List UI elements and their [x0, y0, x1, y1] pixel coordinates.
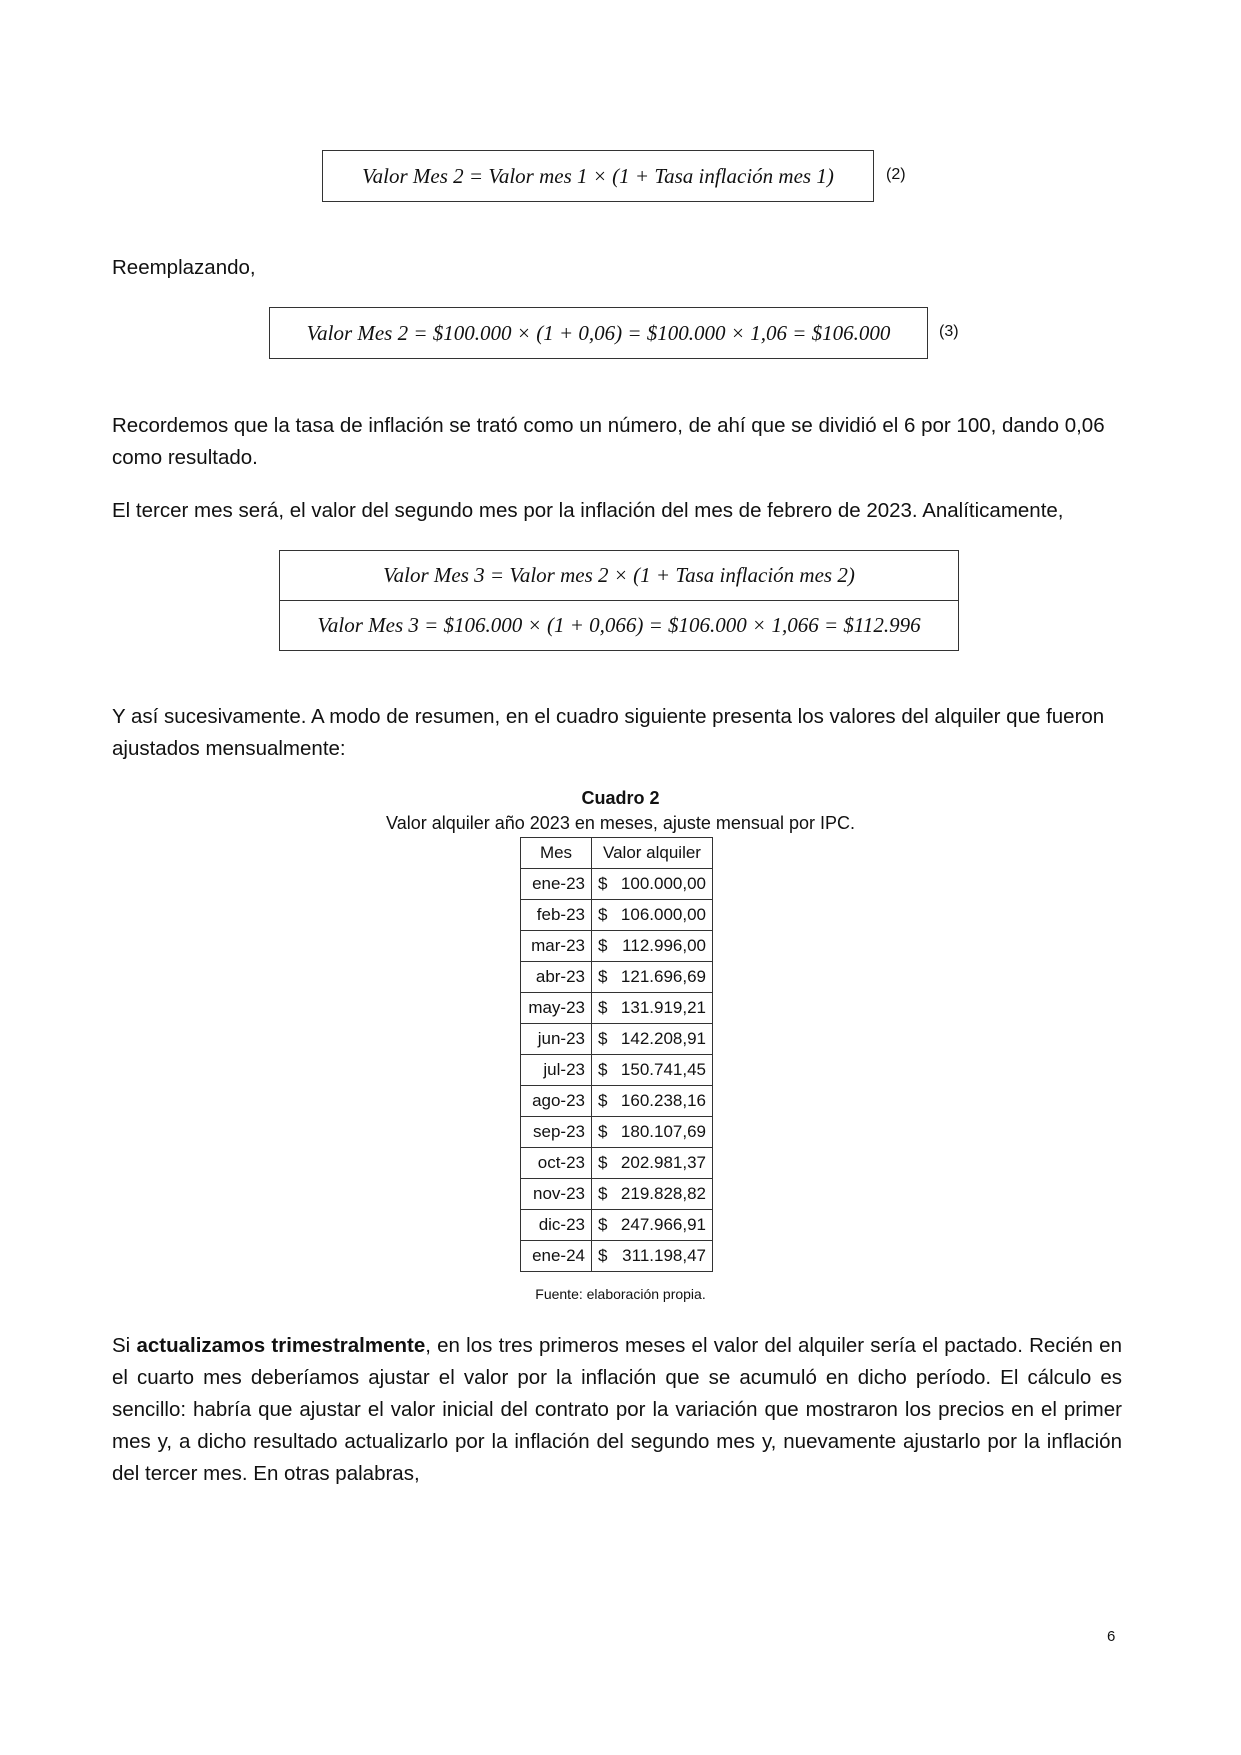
table-row: [521, 1210, 713, 1241]
table-row: [521, 1148, 713, 1179]
header-mes: Mes: [521, 838, 592, 869]
table-row: [521, 1241, 713, 1272]
currency-symbol: $: [598, 998, 608, 1017]
page-number: 6: [1107, 1628, 1116, 1645]
table-title: Cuadro 2: [581, 788, 660, 808]
cell-valor: [592, 1210, 713, 1241]
currency-symbol: $: [598, 1184, 608, 1203]
cell-valor: [592, 1179, 713, 1210]
cell-mes: jul-23: [521, 1055, 592, 1086]
header-valor: Valor alquiler: [592, 838, 713, 869]
formula-2-box: [322, 150, 874, 202]
cell-valor: [592, 1024, 713, 1055]
table-row: [521, 1117, 713, 1148]
cell-valor: [592, 1148, 713, 1179]
valor-amount: 131.919,21: [620, 998, 706, 1017]
formula-2-number: (2): [886, 166, 906, 183]
cell-valor: [592, 993, 713, 1024]
cell-mes: oct-23: [521, 1148, 592, 1179]
table-row: [521, 1024, 713, 1055]
cell-mes: may-23: [521, 993, 592, 1024]
formula-mes-3-line1: [280, 551, 958, 600]
cell-mes: feb-23: [521, 900, 592, 931]
valor-amount: 180.107,69: [620, 1122, 706, 1141]
cell-mes: dic-23: [521, 1210, 592, 1241]
table-source: Fuente: elaboración propia.: [535, 1286, 706, 1302]
currency-symbol: $: [598, 1029, 608, 1048]
table-row: [521, 900, 713, 931]
cell-mes: nov-23: [521, 1179, 592, 1210]
paragraph-tercer-mes: El tercer mes será, el valor del segundo mes por la inflación del mes de febrero de 2023. Analíticamente,: [112, 499, 1064, 522]
table-row: [521, 993, 713, 1024]
valor-amount: 106.000,00: [620, 905, 706, 924]
formula-mes-3-box: [279, 550, 959, 651]
currency-symbol: $: [598, 874, 608, 893]
rent-table: [520, 837, 713, 1272]
currency-symbol: $: [598, 1060, 608, 1079]
cell-mes: ene-23: [521, 869, 592, 900]
valor-amount: 247.966,91: [620, 1215, 706, 1234]
valor-amount: 112.996,00: [622, 936, 706, 955]
valor-amount: 100.000,00: [620, 874, 706, 893]
currency-symbol: $: [598, 1215, 608, 1234]
valor-amount: 142.208,91: [620, 1029, 706, 1048]
formula-mes-3-line1-text: Valor Mes 3 = Valor mes 2 × (1 + Tasa inflación mes 2): [383, 563, 855, 587]
table-row: [521, 1179, 713, 1210]
formula-mes-3-line2: [280, 600, 958, 650]
table-row: [521, 869, 713, 900]
trimestral-prefix: Si: [112, 1334, 137, 1357]
cell-mes: sep-23: [521, 1117, 592, 1148]
cell-mes: ago-23: [521, 1086, 592, 1117]
formula-mes-3-line2-text: Valor Mes 3 = $106.000 × (1 + 0,066) = $106.000 × 1,066 = $112.996: [317, 613, 921, 637]
trimestral-rest: , en los tres primeros meses el valor del alquiler sería el pactado. Recién en el cuarto mes deberíamos ajustar el valor por la inflación que se acumuló en dicho período. El cálculo es sencillo: habría que ajustar el valor inicial del contrato por la variación que mostraron los precios en el primer mes y, a dicho resultado actualizarlo por la inflación del segundo mes y, nuevamente ajustarlo por la inflación del tercer mes. En otras palabras,: [112, 1334, 1122, 1485]
cell-valor: [592, 1241, 713, 1272]
currency-symbol: $: [598, 936, 608, 955]
currency-symbol: $: [598, 1122, 608, 1141]
cell-valor: [592, 931, 713, 962]
cell-valor: [592, 1117, 713, 1148]
reemplazando-text: Reemplazando,: [112, 256, 256, 279]
valor-amount: 202.981,37: [620, 1153, 706, 1172]
valor-amount: 121.696,69: [620, 967, 706, 986]
table-subtitle: Valor alquiler año 2023 en meses, ajuste mensual por IPC.: [386, 813, 855, 833]
table-body: [521, 869, 713, 1272]
table-row: [521, 962, 713, 993]
table-row: [521, 931, 713, 962]
formula-2-text: Valor Mes 2 = Valor mes 1 × (1 + Tasa inflación mes 1): [362, 163, 834, 188]
formula-3-text: Valor Mes 2 = $100.000 × (1 + 0,06) = $100.000 × 1,06 = $106.000: [306, 320, 891, 345]
cell-valor: [592, 962, 713, 993]
valor-amount: 219.828,82: [620, 1184, 706, 1203]
currency-symbol: $: [598, 1153, 608, 1172]
cell-mes: abr-23: [521, 962, 592, 993]
paragraph-resumen: Y así sucesivamente. A modo de resumen, en el cuadro siguiente presenta los valores del alquiler que fueron ajustados mensualmente:: [112, 705, 1105, 760]
cell-valor: [592, 900, 713, 931]
currency-symbol: $: [598, 1091, 608, 1110]
paragraph-recordemos: Recordemos que la tasa de inflación se trató como un número, de ahí que se dividió el 6 por 100, dando 0,06 como resultado.: [112, 414, 1105, 469]
valor-amount: 311.198,47: [622, 1246, 706, 1265]
cell-valor: [592, 1086, 713, 1117]
cell-mes: mar-23: [521, 931, 592, 962]
table-row: [521, 1055, 713, 1086]
paragraph-trimestral: [112, 1330, 1122, 1490]
table-row: [521, 1086, 713, 1117]
formula-3-box: [269, 307, 928, 359]
currency-symbol: $: [598, 967, 608, 986]
cell-valor: [592, 869, 713, 900]
cell-mes: ene-24: [521, 1241, 592, 1272]
valor-amount: 160.238,16: [620, 1091, 706, 1110]
formula-3-number: (3): [939, 323, 959, 340]
trimestral-bold: actualizamos trimestralmente: [136, 1334, 426, 1357]
cell-valor: [592, 1055, 713, 1086]
cell-mes: jun-23: [521, 1024, 592, 1055]
currency-symbol: $: [598, 1246, 608, 1265]
valor-amount: 150.741,45: [620, 1060, 706, 1079]
table-header-row: [521, 838, 713, 869]
currency-symbol: $: [598, 905, 608, 924]
